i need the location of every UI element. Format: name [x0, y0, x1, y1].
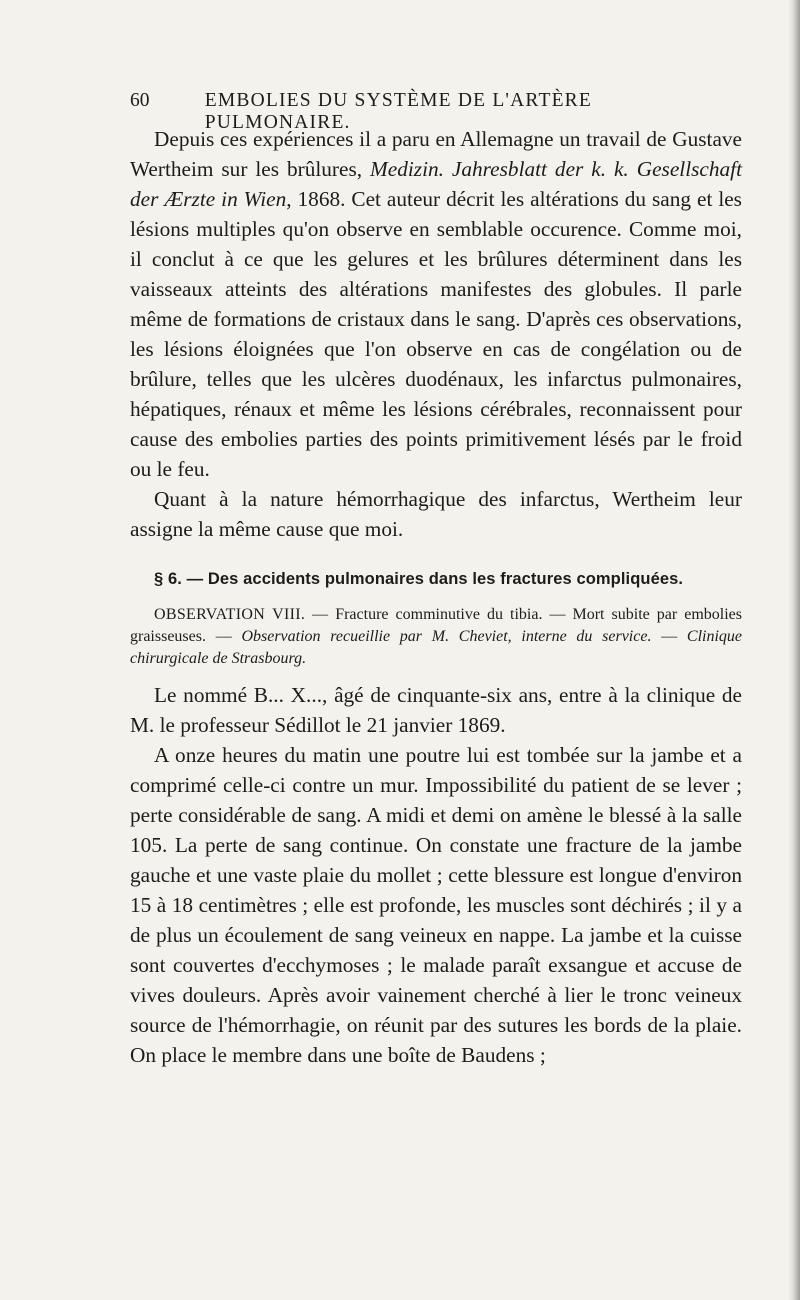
paragraph-admission: Le nommé B... X..., âgé de cinquante-six ans, entre à la clinique de M. le professeur Sédillot le 21 janvier 1869.	[130, 683, 742, 737]
paragraph-case-description: A onze heures du matin une poutre lui est tombée sur la jambe et a comprimé celle-ci contre un mur. Impossibilité du patient de se lever ; perte considérable de sang. A midi et demi on amène le blessé à la salle 105. La perte de sang continue. On constate une fracture de la jambe gauche et une vaste plaie du mollet ; cette blessure est longue d'environ 15 à 18 centimètres ; elle est profonde, les muscles sont déchirés ; il y a de plus un écoulement de sang veineux en nappe. La jambe et la cuisse sont couvertes d'ecchymoses ; le malade paraît exsangue et accuse de vives douleurs. Après avoir vainement cherché à lier le tronc veineux source de l'hémorrhagie, on réunit par des sutures les bords de la plaie. On place le membre dans une boîte de Baudens ;	[130, 743, 742, 1067]
observation-source: Observation recueillie par M. Cheviet, interne du service.	[241, 628, 652, 645]
body-text	[130, 124, 742, 544]
paragraph-hemorrhagic: Quant à la nature hémorrhagique des infarctus, Wertheim leur assigne la même cause que moi.	[130, 487, 742, 541]
observation-text	[130, 604, 742, 670]
page-header	[130, 90, 742, 133]
running-head: EMBOLIES DU SYSTÈME DE L'ARTÈRE PULMONAIRE.	[204, 90, 593, 133]
paragraph-text: , 1868. Cet auteur décrit les altérations du sang et les lésions multiples qu'on observe en semblable occurence. Comme moi, il conclut à ce que les gelures et les brûlures déterminent dans les vaisseaux atteints des altérations manifestes des globules. Il parle même de formations de cristaux dans le sang. D'après ces observations, les lésions éloignées que l'on observe en cas de congélation ou de brûlure, telles que les ulcères duodénaux, les infarctus pulmonaires, hépatiques, rénaux et même les lésions cérébrales, reconnaissent pour cause des embolies parties des points primitivement lésés par le froid ou le feu.	[130, 187, 742, 481]
case-text	[130, 680, 742, 1070]
observation-summary: — Fracture comminutive du tibia. — Mort subite par embolies graisseuses. —	[130, 606, 742, 645]
journal-citation: Medizin. Jahresblatt der k. k. Gesellschaft der Ærzte in Wien	[130, 157, 742, 211]
document-page	[130, 82, 742, 1070]
observation-dash: —	[651, 628, 687, 645]
section-heading: § 6. — Des accidents pulmonaires dans les fractures compliquées.	[154, 570, 684, 588]
page-edge-shadow	[788, 0, 800, 1300]
paragraph-wertheim	[130, 124, 742, 484]
page-number: 60	[130, 90, 150, 111]
paragraph-text: Depuis ces expériences il a paru en Allemagne un travail de Gustave Wertheim sur les brûlures,	[130, 127, 742, 181]
observation-heading	[130, 604, 742, 670]
observation-label: OBSERVATION VIII.	[154, 606, 306, 623]
observation-clinic: Clinique chirurgicale de Strasbourg.	[130, 628, 743, 667]
